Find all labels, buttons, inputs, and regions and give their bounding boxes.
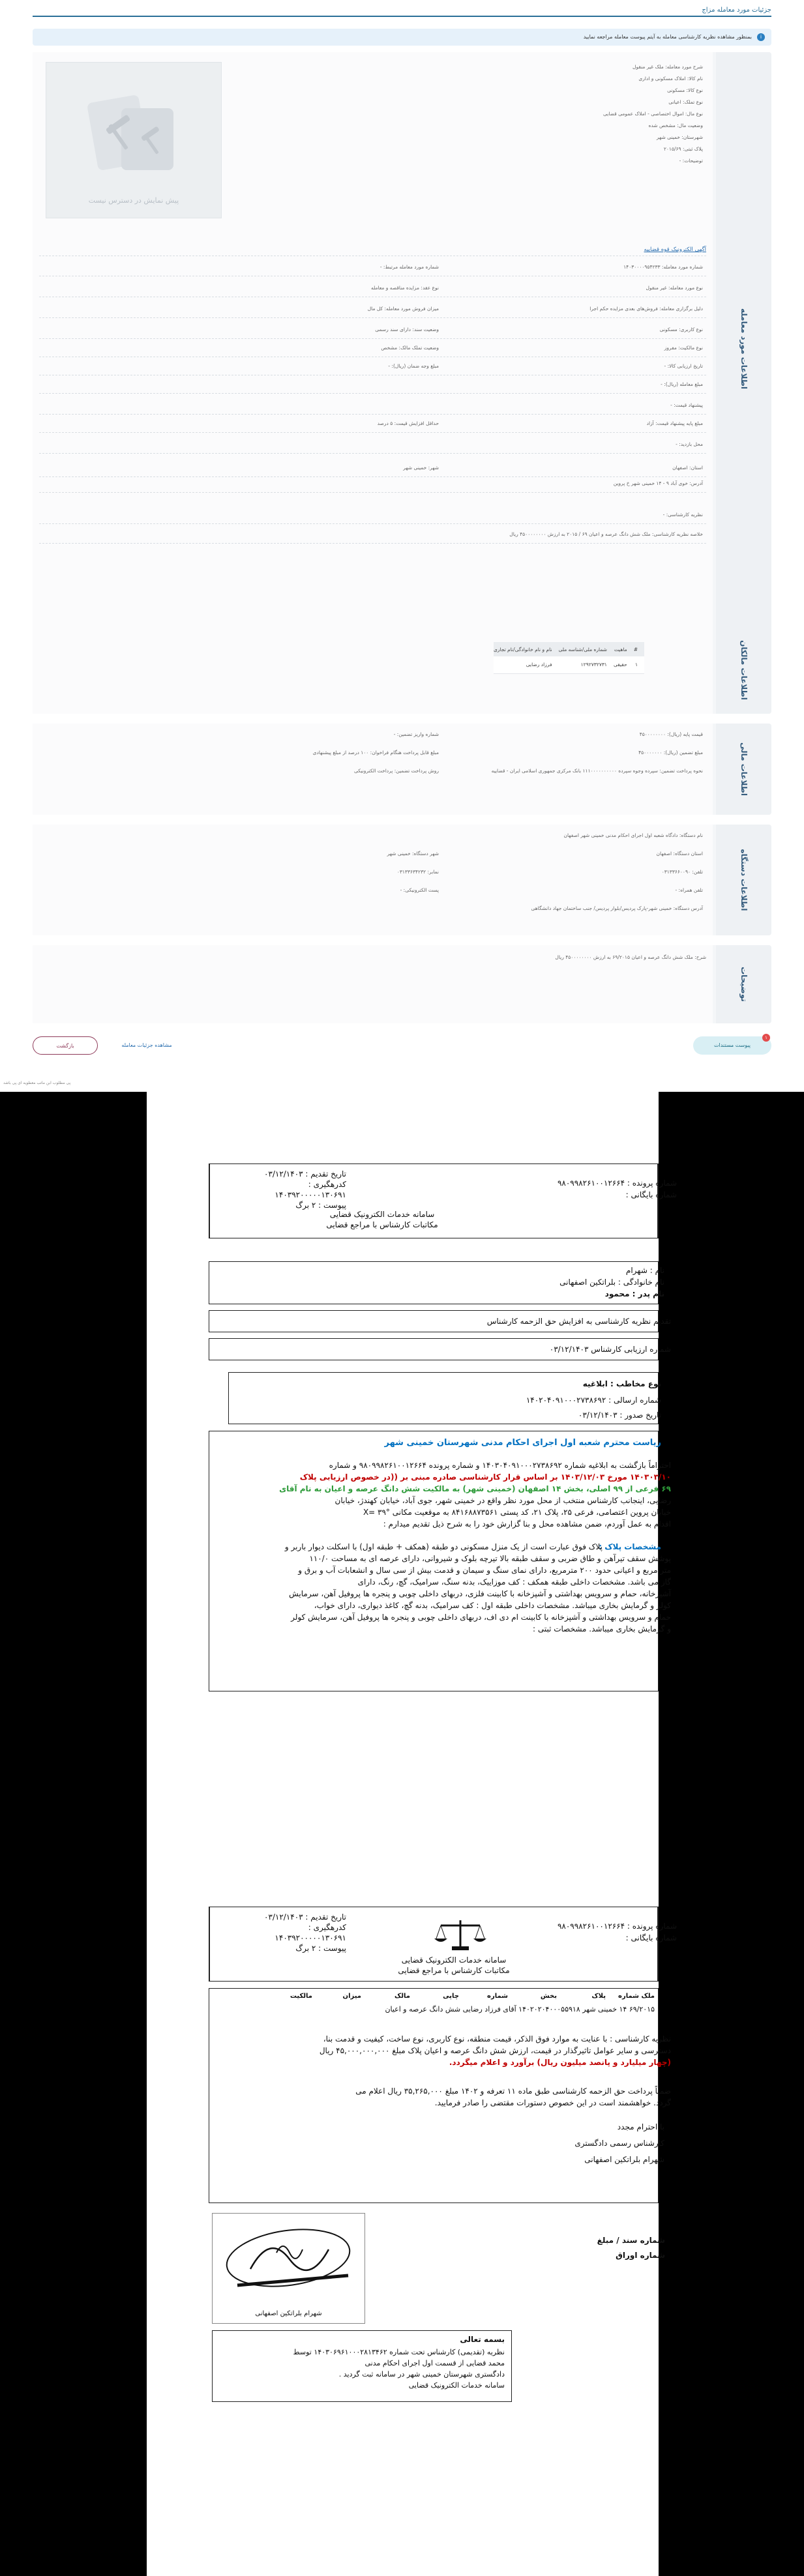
- doc1-title: ریاست محترم شعبه اول اجرای احکام مدنی شهرستان خمینی شهر: [384, 1438, 661, 1448]
- doc1-header-right-line: شماره پرونده : ۹۸۰۹۹۸۲۶۱۰۰۱۲۶۶۴: [557, 1178, 677, 1188]
- info-icon: i: [757, 33, 765, 41]
- notes-section-label: [716, 945, 771, 1023]
- divider: [39, 317, 706, 318]
- attachments-button[interactable]: ۱ پیوست مستندات: [693, 1036, 771, 1055]
- doc2-header-right-line: شماره پرونده : ۹۸۰۹۹۸۲۶۱۰۰۱۲۶۶۴: [557, 1922, 677, 1931]
- doc2-header-left-line: ۱۴۰۳۹۲۰۰۰۰۰۱۳۰۶۹۱: [275, 1933, 346, 1942]
- summary-row: نوع تملک: اعیانی: [668, 99, 703, 105]
- field-right: استان: اصفهان: [672, 465, 703, 471]
- document-page-1: [147, 1092, 677, 1828]
- owners-cell: ۱: [634, 656, 644, 673]
- doc2-table-header: پلاک: [591, 1993, 606, 2000]
- document-page-2: [147, 1828, 677, 2576]
- finance-field: قیمت پایه (ریال): ۴۵۰۰۰۰۰۰۰۰: [639, 731, 703, 737]
- doc2-footer-label2: شماره اوراق: [616, 2251, 665, 2260]
- owners-col-header: ماهیت: [614, 642, 634, 656]
- doc1-person-line: نام : شهرام: [625, 1266, 664, 1275]
- doc2-header-left: [209, 1907, 353, 1981]
- divider: [39, 393, 706, 394]
- doc2-header-left-line: تاریخ تقدیم : ۰۳/۱۲/۱۴۰۳: [263, 1912, 346, 1922]
- doc2-system: سامانه خدمات الکترونیک قضایی: [401, 1955, 507, 1965]
- doc1-header-left-line: کدرهگیری :: [308, 1180, 346, 1189]
- notes-section: [33, 945, 771, 1023]
- doc1-subsystem: مکاتبات کارشناس با مراجع قضایی: [326, 1220, 438, 1229]
- agency-section: [33, 825, 771, 935]
- field-right: نوع کاربری: مسکونی: [659, 327, 703, 332]
- doc1-spec-line: حمام و سرویس بهداشتی و آشپزخانه با کابینت ام دی اف، دربهای داخلی چوبی و پنجره ها پروفیل آهن، سرمایش کولر: [291, 1613, 671, 1622]
- doc1-header-left-line: ۱۴۰۳۹۲۰۰۰۰۰۱۳۰۶۹۱: [275, 1190, 346, 1199]
- owners-col-header: شماره ملی/شناسه ملی: [559, 642, 614, 656]
- doc1-spec-line: متر مربع و اعیانی حدود ۲۰۰ مترمربع، دارای نمای سنگ و سیمان و قدمت بیش از سی سال و انشعابات آب و برق و: [298, 1566, 671, 1575]
- signature-caption: شهرام بلراتکین اصفهانی: [255, 2310, 322, 2317]
- doc2-header-left-line: پیوست : ۲ برگ: [295, 1944, 346, 1953]
- summary-row: وضعیت مال: مشخص شده: [648, 123, 703, 128]
- doc2-conclusion-line: (چهار میلیارد و پانصد میلیون ریال) برآورد و اعلام میگردد.: [449, 2058, 671, 2067]
- owners-table: [494, 642, 644, 674]
- doc1-addressee-box: [228, 1372, 659, 1424]
- doc2-footer-box-line: دادگستری شهرستان خمینی شهر در سامانه ثبت گردید .: [338, 2370, 505, 2378]
- doc1-spec-line: کولر و گرمایش بخاری میباشد. مشخصات داخلی طبقه اول : کف سرامیک، بدنه گچ، کاغذ دیواری، دارای خواب،: [314, 1601, 671, 1610]
- doc2-body-box: [209, 1988, 671, 2203]
- field-right: دلیل برگزاری معامله: فروش‌های بعدی مزایده حکم اجرا: [589, 306, 703, 312]
- section-label-text: اطلاعات مالی: [739, 742, 749, 797]
- field-right: پیشنهاد قیمت: -: [670, 402, 703, 408]
- placeholder-caption: پیش نمایش در دسترس نیست: [88, 196, 179, 205]
- ejudiciary-ad-link[interactable]: آگهی الکترونیک قوه قضاییه: [644, 246, 706, 253]
- doc1-ref-box: [209, 1338, 671, 1360]
- section-label-text: اطلاعات مالکان: [739, 639, 749, 700]
- doc1-addressee: نوع مخاطب : ابلاغیه: [582, 1379, 661, 1388]
- owners-section: [33, 626, 771, 714]
- doc2-header: [209, 1907, 677, 1982]
- field-right: خلاصه نظریه کارشناسی: ملک شش دانگ عرصه و اعیان ۶۹ / ۲۰۱۵ به ارزش ۴۵۰۰۰۰۰۰۰۰ ریال: [509, 531, 703, 537]
- field-left: شهر: خمینی شهر: [403, 465, 439, 471]
- field-left: وضعیت سند: دارای سند رسمی: [375, 327, 439, 332]
- agency-field: نام دستگاه: دادگاه شعبه اول اجرای احکام مدنی خمینی شهر اصفهان: [563, 832, 703, 838]
- info-alert: [33, 29, 771, 46]
- doc2-subsystem: مکاتبات کارشناس با مراجع قضایی: [398, 1966, 510, 1975]
- doc2-conclusion-line: نظریه کارشناسی : با عنایت به موارد فوق الذکر، قیمت منطقه، نوع کاربری، نوع ساخت، کیفیت و قدمت بنا،: [323, 2034, 671, 2043]
- justice-scale-icon: [431, 1914, 490, 1953]
- owners-cell: ۱۲۹۲۷۳۲۷۳۱: [559, 656, 614, 673]
- doc1-system: سامانه خدمات الکترونیک قضایی: [329, 1210, 435, 1219]
- doc2-table-header: مالکیت: [290, 1993, 312, 2000]
- doc2-footer-box-line: محمد قضایی از قسمت اول اجرای احکام مدنی: [365, 2359, 505, 2367]
- footer-note: پی مطلوب ابن ماتب معطویه ای پی باشد: [3, 1081, 71, 1085]
- doc1-spec-line: آشپزخانه، حمام و سرویس بهداشتی و آشپزخانه با کابینت فلزی، دربهای داخلی چوبی و پنجره ها پروفیل آهن، سرمایش: [289, 1589, 671, 1598]
- page-title: جزئیات مورد معامله مزاج: [702, 7, 771, 14]
- doc1-subject-box: [209, 1310, 671, 1332]
- item-section-label: [716, 52, 771, 645]
- doc1-paragraph-line: رضایی، اینجانب کارشناس منتخب از محل مورد نظر واقع در خمینی شهر، جوی آباد، خیابان کهندژ، خیابان: [335, 1496, 671, 1505]
- doc1-header-right-line: شماره بایگانی :: [625, 1190, 677, 1199]
- summary-row: نوع کالا: مسکونی: [667, 87, 703, 93]
- finance-field: مبلغ تضمین (ریال): ۴۵۰۰۰۰۰۰۰: [638, 750, 703, 755]
- doc1-paragraph-line: اقدام به عمل آوردم، ضمن مشاهده محل و بنا گزارش خود را به شرح ذیل تقدیم میدارم :: [383, 1519, 671, 1529]
- doc1-header: [209, 1164, 677, 1238]
- doc1-person-box: [209, 1261, 664, 1304]
- doc1-body-box: [209, 1431, 671, 1691]
- agency-field: استان دستگاه: اصفهان: [656, 851, 703, 856]
- owners-row: [494, 656, 644, 673]
- doc1-paragraph-line: احتراماً بازگشت به ابلاغیه شماره ۱۴۰۳۰۴۰۹۱۰۰۰۲۷۳۸۶۹۲ و شماره پرونده ۹۸۰۹۹۸۲۶۱۰۰۱۲۶۶۴ و شماره: [329, 1461, 671, 1470]
- page-title-bar: [33, 7, 771, 17]
- doc2-footer-box-title: بسمه تعالی: [460, 2335, 505, 2344]
- doc2-footer-box-line: سامانه خدمات الکترونیک قضایی: [408, 2381, 505, 2390]
- doc2-conclusion-line: دسترسی و سایر عوامل تاثیرگذار در قیمت، ارزش شش دانگ عرصه و اعیان پلاک مبلغ ۴۵,۰۰۰,۰۰۰,۰۰۰ ریال: [319, 2046, 671, 2055]
- doc2-table-row: ۶۹/۲۰۱۵ ۱۴ خمینی شهر ۱۴۰۲۰۲۰۴۰۰۰۵۵۹۱۸ آقای فرزاد رضایی شش دانگ عرصه و اعیان: [385, 2005, 655, 2013]
- doc2-table-header: ملک شماره: [618, 1993, 655, 2000]
- agency-section-label: [716, 825, 771, 935]
- doc2-fee-line: گردد. خواهشمند است در این خصوص دستورات مقتضی را صادر فرمایید.: [434, 2098, 671, 2107]
- finance-section-label: [716, 724, 771, 815]
- doc2-header-left-line: کدرهگیری :: [308, 1923, 346, 1932]
- doc2-sign-line: کارشناس رسمی دادگستری: [574, 2139, 664, 2148]
- field-left: میزان فروش مورد معامله: کل مال: [367, 306, 439, 312]
- doc2-table-header: بخش: [540, 1993, 557, 2000]
- divider: [39, 432, 706, 433]
- field-left: وضعیت تملک مالک: مشخص: [381, 345, 439, 351]
- divider: [39, 476, 706, 477]
- doc1-header-right: [554, 1164, 677, 1238]
- doc2-table-header: مالک: [395, 1993, 410, 2000]
- owners-cell: فرزاد رضایی: [494, 656, 559, 673]
- doc2-table-header: میزان: [342, 1993, 361, 2000]
- doc1-header-left-line: پیوست : ۲ برگ: [295, 1201, 346, 1210]
- doc1-paragraph-line: ۶۹ فرعی از ۹۹ اصلی، بخش ۱۴ اصفهان (خمینی شهر) به مالکیت شش دانگ عرصه و اعیان به نام آقای: [279, 1484, 671, 1493]
- doc2-footer-box-line: نظریه (تقدیمی) کارشناس تحت شماره ۱۴۰۳۰۶۹۶۱۰۰۰۲۸۱۳۴۶۲ توسط: [293, 2348, 505, 2356]
- doc1-spec-line: و گرمایش بخاری میباشد. مشخصات ثبتی :: [532, 1624, 671, 1633]
- alert-text: بمنظور مشاهده نظریه کارشناسی معامله به آیتم پیوست معامله مراجعه نمایید: [583, 34, 752, 40]
- doc1-person-line: نام خانوادگی : بلراتکین اصفهانی: [559, 1278, 664, 1287]
- section-label-text: توضیحات: [739, 967, 749, 1002]
- field-left: نوع عقد: مزایده مناقصه و معامله: [370, 285, 439, 291]
- doc2-sign-line: با احترام مجدد: [617, 2122, 664, 2131]
- field-left: شماره مورد معامله مرتبط: -: [380, 264, 439, 270]
- field-right: نظریه کارشناسی: -: [663, 512, 703, 518]
- attachments-count-badge: ۱: [762, 1034, 770, 1042]
- doc1-header-left-line: تاریخ تقدیم : ۰۳/۱۲/۱۴۰۳: [263, 1169, 346, 1178]
- divider: [39, 492, 706, 493]
- divider: [39, 338, 706, 339]
- doc1-spec-line: پوشش سقف تیرآهن و طاق ضربی و سقف طبقه بالا تیرچه بلوک و شیروانی، دارای عرصه ای به مساحت ۱۱۰/۰: [309, 1554, 671, 1563]
- summary-row: توضیحات: -: [679, 158, 703, 164]
- field-right: نوع مالکیت: مفروز: [664, 345, 703, 351]
- doc1-num2: تاریخ صدور : ۰۳/۱۲/۱۴۰۳: [578, 1411, 661, 1420]
- doc1-spec-line: گاز می باشد. مشخصات داخلی طبقه همکف : کف موزاییک، بدنه سنگ، سرامیک، گچ، رنگ، دارای: [357, 1577, 671, 1587]
- finance-field: روش پرداخت تضمین: پرداخت الکترونیکی: [354, 768, 439, 774]
- document-viewer[interactable]: [0, 1092, 804, 2576]
- doc2-header-right: [554, 1907, 677, 1981]
- doc2-fee-line: ضمناً پرداخت حق الزحمه کارشناسی طبق ماده ۱۱ تعرفه و ۱۴۰۲ مبلغ ۳۵,۲۶۵,۰۰۰ ریال اعلام می: [355, 2086, 671, 2096]
- agency-field: نمابر: ۰۳۱۳۳۶۳۴۲۳۲: [396, 869, 439, 875]
- divider: [39, 543, 706, 544]
- agency-field: آدرس دستگاه: خمینی شهر-پارک پردیس/بلوار پردیس/ جنب ساختمان جهاد دانشگاهی: [531, 905, 703, 911]
- doc1-paragraph-line: خیابان پروین اعتصامی، فرعی ۲۵، پلاک ۲۱، کد پستی ۸۴۱۶۸۸۷۳۵۶۱ به موقعیت مکانی X= ۳۹°: [363, 1508, 671, 1517]
- view-details-button[interactable]: مشاهده جزئیات معامله: [121, 1042, 172, 1048]
- divider: [39, 453, 706, 454]
- summary-row: نوع مال: اموال اختصاصی - املاک عمومی قضایی: [603, 111, 703, 117]
- doc2-footer-box: [212, 2330, 512, 2402]
- doc2-header-right-line: شماره بایگانی :: [625, 1933, 677, 1942]
- owners-col-header: #: [634, 642, 644, 656]
- gavel-document-icon: [85, 82, 183, 180]
- field-right: مبلغ پایه پیشنهاد قیمت: آزاد: [646, 420, 703, 426]
- action-bar: [33, 1033, 771, 1059]
- owners-section-label: [716, 626, 771, 714]
- finance-field: نحوه پرداخت تضمین: سپرده وجوه سپرده ۱۱۱۰۰۰۰۰۰۰۰۰۰ بانک مرکزی جمهوری اسلامی ایران - قضاییه: [491, 768, 703, 774]
- divider: [39, 523, 706, 524]
- agency-field: پست الکترونیکی: -: [400, 887, 439, 893]
- finance-field: شماره واریز تضمین: -: [393, 731, 439, 737]
- agency-field: تلفن همراه: -: [675, 887, 703, 893]
- doc1-num1: شماره ارسالی : ۱۴۰۲۰۴۰۹۱۰۰۰۲۷۳۸۶۹۲: [526, 1396, 661, 1405]
- owners-cell: حقیقی: [614, 656, 634, 673]
- field-right: شماره مورد معامله: ۱۴۰۳۰۰۰۰۹۵۴۲۳۳: [623, 264, 703, 270]
- doc2-footer-label1: شماره سند / مبلغ: [597, 2236, 665, 2245]
- finance-section: [33, 724, 771, 815]
- doc1-paragraph-line: ۱۴۰۳۰۳/۱۰ مورخ ۱۴۰۳/۱۲/۰۳ بر اساس قرار کارشناسی صادره مبنی بر ((در خصوص ارزیابی پلاک: [299, 1472, 671, 1482]
- field-right: محل بازدید: -: [676, 441, 703, 447]
- field-right: نوع مورد معامله: غیر منقول: [646, 285, 703, 291]
- field-left: مبلغ وجه ضمان (ریال): -: [388, 363, 439, 369]
- section-label-text: اطلاعات دستگاه: [739, 849, 749, 911]
- doc1-subject: تقدیم نظریه کارشناسی به افزایش حق الزحمه کارشناس: [486, 1317, 671, 1326]
- doc1-spec-line: پلاک فوق عبارت است از یک منزل مسکونی دو طبقه (همکف + طبقه اول) با اسکلت دیوار باربر و: [284, 1542, 603, 1551]
- image-placeholder: [46, 62, 222, 218]
- signature-image: [211, 2214, 365, 2308]
- doc2-table-header: شماره: [487, 1993, 508, 2000]
- summary-row: شرح مورد معامله: ملک غیر منقول: [633, 64, 703, 70]
- back-button[interactable]: بازگشت: [33, 1036, 98, 1055]
- finance-field: مبلغ قابل پرداخت هنگام فراخوان: ۱۰۰ درصد از مبلغ پیشنهادی: [312, 750, 439, 755]
- doc2-sign-line: شهرام بلراتکین اصفهانی: [584, 2155, 664, 2164]
- agency-field: تلفن: ۰۳۱۳۳۶۶۰۰۹۰: [661, 869, 703, 875]
- field-right: آدرس: خوی آباد ۹ - ۱۴ خمینی شهر خ پروین: [613, 480, 703, 486]
- summary-row: شهرستان: خمینی شهر: [656, 134, 703, 140]
- doc2-table-header: چاپی: [443, 1993, 459, 2000]
- doc1-spec-title: مشخصات پلاک :: [599, 1542, 661, 1551]
- agency-field: شهر دستگاه: خمینی شهر: [387, 851, 439, 856]
- field-left: حداقل افزایش قیمت: ۵ درصد: [377, 420, 439, 426]
- summary-row: نام کالا: املاک مسکونی و اداری: [638, 76, 703, 81]
- doc1-ref: شماره ارزیابی کارشناس ۰۳/۱۲/۱۴۰۳: [549, 1345, 671, 1354]
- signature-box: [212, 2213, 365, 2324]
- item-section: [33, 52, 771, 645]
- section-label-text: اطلاعات مورد معامله: [739, 308, 749, 389]
- field-right: تاریخ ارزیابی کالا: -: [664, 363, 703, 369]
- divider: [39, 414, 706, 415]
- summary-row: پلاک ثبتی: ۲۰۱۵/۶۹: [663, 146, 703, 152]
- doc1-person-line: نام پدر : محمود: [604, 1289, 664, 1298]
- field-right: مبلغ معامله (ریال): -: [661, 381, 703, 387]
- notes-text: شرح: ملک شش دانگ عرصه و اعیان ۶۹/۲۰۱۵ به ارزش ۴۵۰۰۰۰۰۰۰۰ ریال: [555, 954, 706, 960]
- owners-col-header: نام و نام خانوادگی/نام تجاری: [494, 642, 559, 656]
